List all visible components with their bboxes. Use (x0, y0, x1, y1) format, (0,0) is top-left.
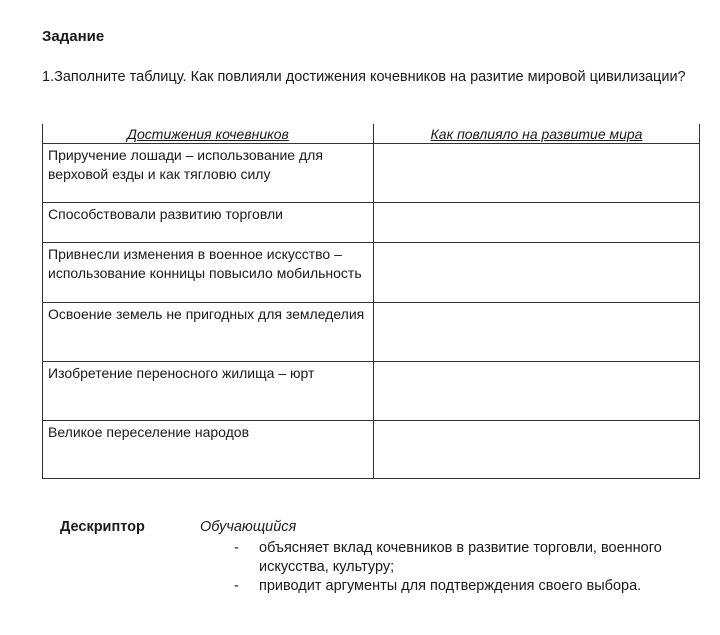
list-item (232, 577, 672, 596)
achievement-cell: Изобретение переносного жилища – юрт (43, 362, 374, 421)
achievements-table (42, 124, 700, 479)
impact-cell[interactable] (374, 243, 700, 303)
impact-cell[interactable] (374, 303, 700, 362)
list-item (232, 539, 672, 577)
descriptor-item-text: объясняет вклад кочевников в развитие торговли, военного искусства, культуру; (259, 540, 662, 575)
descriptor-list (232, 539, 672, 596)
table-row (43, 421, 700, 479)
descriptor-label: Дескриптор (60, 519, 145, 535)
descriptor-item-text: приводит аргументы для подтверждения своего выбора. (259, 578, 642, 594)
table-row (43, 144, 700, 203)
task-instruction: 1.Заполните таблицу. Как повлияли достижения кочевников на разитие мировой цивилизации? (42, 69, 686, 85)
achievement-cell: Приручение лошади – использование для верховой езды и как тягловю силу (43, 144, 374, 203)
achievement-cell: Великое переселение народов (43, 421, 374, 479)
impact-cell[interactable] (374, 144, 700, 203)
table-row (43, 203, 700, 243)
dash-bullet-icon: - (234, 540, 239, 556)
impact-cell[interactable] (374, 421, 700, 479)
impact-cell[interactable] (374, 203, 700, 243)
achievement-cell: Способствовали развитию торговли (43, 203, 374, 243)
descriptor-subject: Обучающийся (200, 519, 297, 535)
achievement-cell: Привнесли изменения в военное искусство – использование конницы повысило мобильность (43, 243, 374, 303)
header-achievements: Достижения кочевников (43, 124, 374, 144)
dash-bullet-icon: - (234, 578, 239, 594)
impact-cell[interactable] (374, 362, 700, 421)
table-row (43, 243, 700, 303)
achievement-cell: Освоение земель не пригодных для земледелия (43, 303, 374, 362)
table-row (43, 303, 700, 362)
table-row (43, 362, 700, 421)
header-impact: Как повлияло на развитие мира (374, 124, 700, 144)
assignment-heading: Задание (42, 28, 105, 45)
